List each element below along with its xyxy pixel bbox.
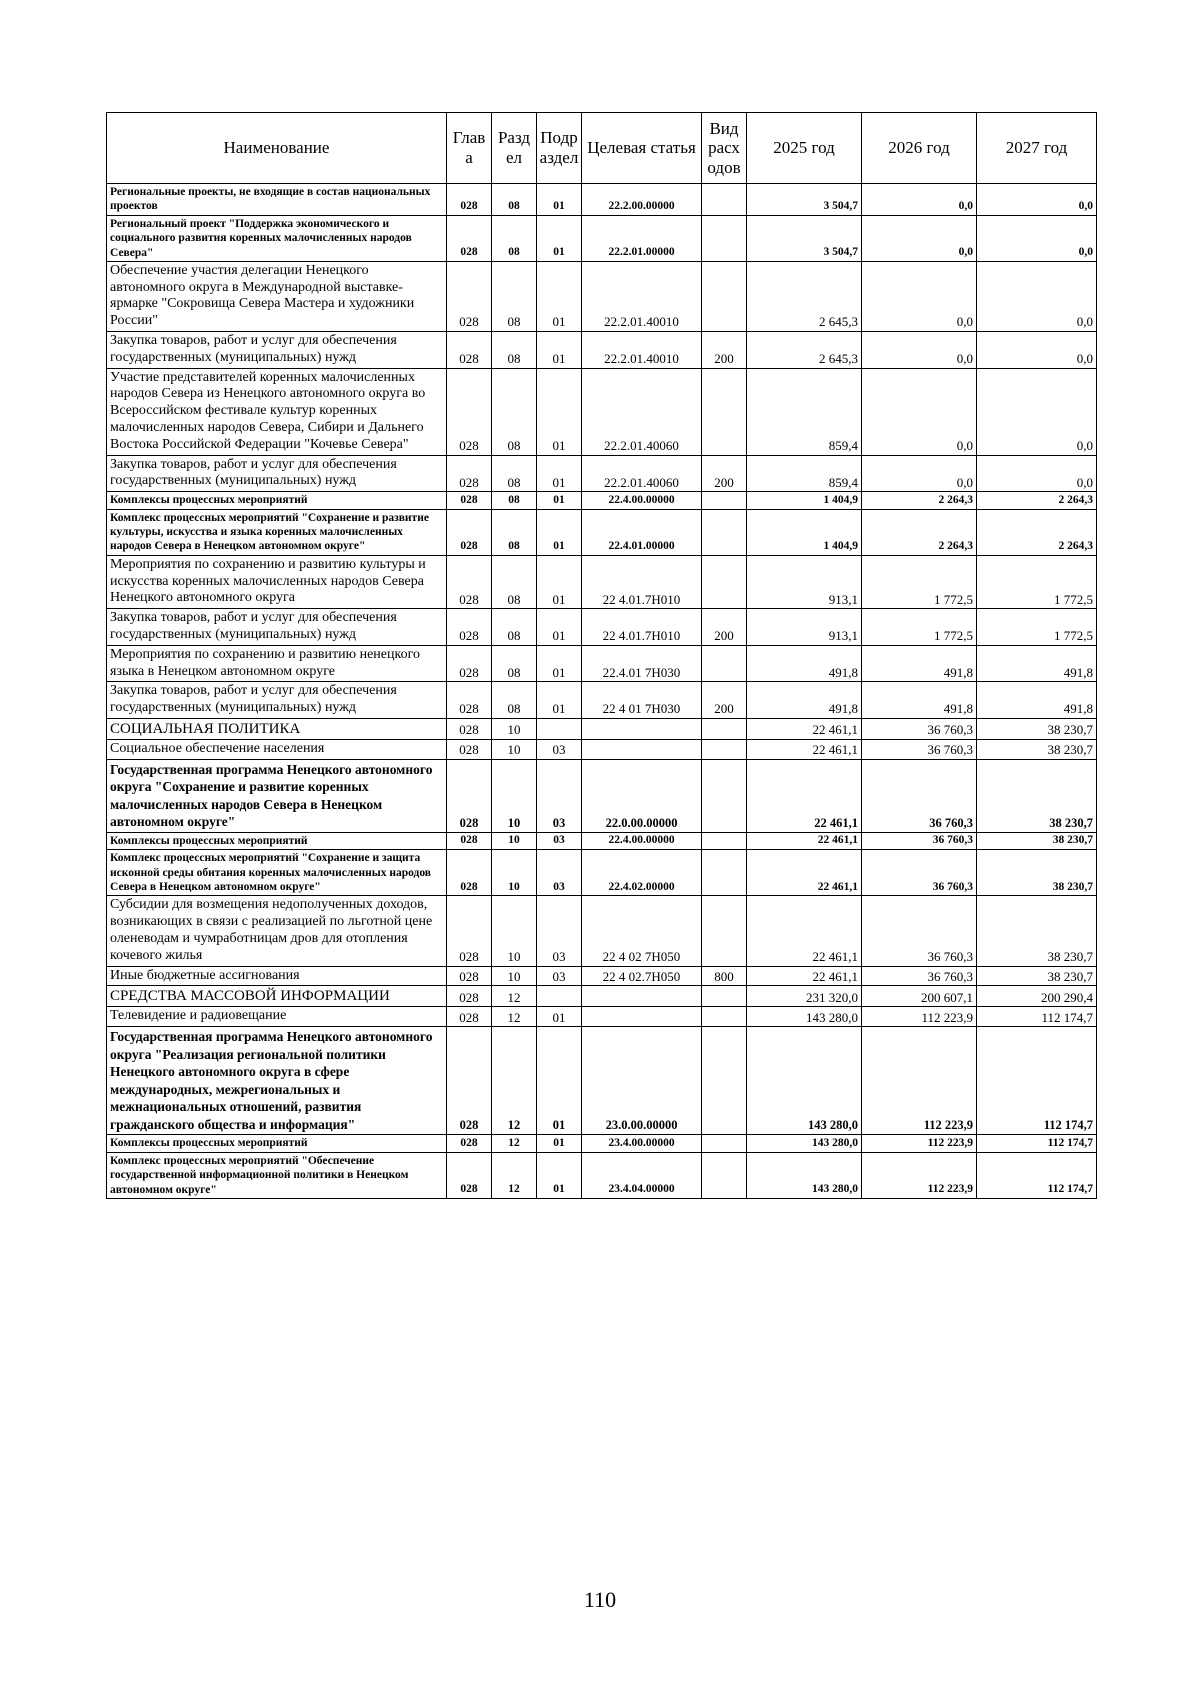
cell-target-article: 23.0.00.00000	[582, 1027, 702, 1135]
cell-expense-type: 200	[702, 682, 747, 719]
cell-razdel: 08	[492, 609, 537, 646]
header-expense-type: Вид расх одов	[702, 113, 747, 184]
cell-razdel: 08	[492, 509, 537, 555]
cell-2027: 0,0	[977, 261, 1097, 331]
table-row	[107, 492, 1097, 509]
cell-2025: 1 404,9	[747, 492, 862, 509]
cell-2025: 22 461,1	[747, 896, 862, 966]
budget-table	[106, 112, 1097, 1199]
header-2026: 2026 год	[862, 113, 977, 184]
cell-podrazdel: 01	[537, 184, 582, 216]
header-glava: Глав а	[447, 113, 492, 184]
cell-razdel: 12	[492, 1007, 537, 1027]
cell-name: Закупка товаров, работ и услуг для обеспечения государственных (муниципальных) нужд	[107, 609, 447, 646]
cell-2025: 2 645,3	[747, 332, 862, 369]
cell-2026: 0,0	[862, 215, 977, 261]
cell-razdel: 12	[492, 1027, 537, 1135]
cell-2026: 1 772,5	[862, 609, 977, 646]
cell-expense-type	[702, 1152, 747, 1198]
cell-glava: 028	[447, 896, 492, 966]
cell-target-article: 22.4.01.00000	[582, 509, 702, 555]
cell-podrazdel: 01	[537, 555, 582, 608]
table-row	[107, 215, 1097, 261]
cell-name: Закупка товаров, работ и услуг для обеспечения государственных (муниципальных) нужд	[107, 682, 447, 719]
cell-glava: 028	[447, 986, 492, 1007]
cell-name: Закупка товаров, работ и услуг для обеспечения государственных (муниципальных) нужд	[107, 455, 447, 492]
cell-2026: 0,0	[862, 261, 977, 331]
cell-expense-type	[702, 184, 747, 216]
cell-podrazdel: 03	[537, 966, 582, 986]
cell-podrazdel: 03	[537, 832, 582, 849]
cell-2025: 859,4	[747, 455, 862, 492]
cell-2025: 22 461,1	[747, 966, 862, 986]
table-row	[107, 555, 1097, 608]
header-2025: 2025 год	[747, 113, 862, 184]
cell-target-article: 22.4.02.00000	[582, 850, 702, 896]
cell-2025: 859,4	[747, 368, 862, 455]
cell-target-article: 22.4.00.00000	[582, 492, 702, 509]
cell-expense-type	[702, 832, 747, 849]
cell-expense-type	[702, 1027, 747, 1135]
cell-glava: 028	[447, 261, 492, 331]
cell-2025: 22 461,1	[747, 832, 862, 849]
cell-podrazdel	[537, 986, 582, 1007]
cell-2027: 0,0	[977, 184, 1097, 216]
cell-2027: 0,0	[977, 332, 1097, 369]
cell-2026: 112 223,9	[862, 1152, 977, 1198]
table-row	[107, 455, 1097, 492]
cell-2027: 38 230,7	[977, 966, 1097, 986]
cell-razdel: 08	[492, 184, 537, 216]
cell-podrazdel: 01	[537, 368, 582, 455]
cell-podrazdel: 01	[537, 492, 582, 509]
cell-2026: 2 264,3	[862, 492, 977, 509]
cell-name: СРЕДСТВА МАССОВОЙ ИНФОРМАЦИИ	[107, 986, 447, 1007]
cell-target-article: 22 4 01 7Н030	[582, 682, 702, 719]
cell-2027: 112 174,7	[977, 1027, 1097, 1135]
cell-podrazdel: 01	[537, 645, 582, 682]
cell-2026: 200 607,1	[862, 986, 977, 1007]
cell-expense-type	[702, 555, 747, 608]
cell-name: Региональный проект "Поддержка экономического и социального развития коренных малочисленных народов Севера"	[107, 215, 447, 261]
cell-2026: 36 760,3	[862, 966, 977, 986]
cell-2027: 38 230,7	[977, 850, 1097, 896]
cell-2027: 112 174,7	[977, 1007, 1097, 1027]
table-row	[107, 1027, 1097, 1135]
cell-2025: 1 404,9	[747, 509, 862, 555]
cell-expense-type	[702, 896, 747, 966]
cell-2027: 200 290,4	[977, 986, 1097, 1007]
table-row	[107, 368, 1097, 455]
cell-expense-type	[702, 261, 747, 331]
cell-expense-type	[702, 492, 747, 509]
cell-2025: 913,1	[747, 609, 862, 646]
cell-2027: 112 174,7	[977, 1152, 1097, 1198]
cell-glava: 028	[447, 759, 492, 832]
cell-target-article: 22 4 02.7Н050	[582, 966, 702, 986]
cell-target-article: 22 4 02 7Н050	[582, 896, 702, 966]
cell-2026: 36 760,3	[862, 832, 977, 849]
cell-2027: 112 174,7	[977, 1135, 1097, 1152]
cell-razdel: 08	[492, 215, 537, 261]
cell-razdel: 08	[492, 555, 537, 608]
cell-glava: 028	[447, 1027, 492, 1135]
cell-podrazdel: 01	[537, 455, 582, 492]
cell-2027: 1 772,5	[977, 555, 1097, 608]
cell-2025: 491,8	[747, 645, 862, 682]
table-row	[107, 645, 1097, 682]
cell-2027: 0,0	[977, 215, 1097, 261]
cell-2027: 38 230,7	[977, 718, 1097, 739]
cell-glava: 028	[447, 832, 492, 849]
cell-razdel: 10	[492, 850, 537, 896]
table-row	[107, 184, 1097, 216]
cell-2027: 0,0	[977, 368, 1097, 455]
cell-glava: 028	[447, 850, 492, 896]
cell-podrazdel: 03	[537, 896, 582, 966]
cell-name: СОЦИАЛЬНАЯ ПОЛИТИКА	[107, 718, 447, 739]
cell-target-article: 22.2.01.40060	[582, 368, 702, 455]
cell-name: Иные бюджетные ассигнования	[107, 966, 447, 986]
cell-razdel: 08	[492, 261, 537, 331]
cell-name: Комплекс процессных мероприятий "Сохранение и защита исконной среды обитания коренных малочисленных народов Севера в Ненецком автономном округе"	[107, 850, 447, 896]
cell-glava: 028	[447, 1152, 492, 1198]
cell-2027: 38 230,7	[977, 759, 1097, 832]
cell-glava: 028	[447, 332, 492, 369]
cell-expense-type: 200	[702, 609, 747, 646]
table-row	[107, 739, 1097, 759]
cell-2025: 143 280,0	[747, 1135, 862, 1152]
cell-2025: 231 320,0	[747, 986, 862, 1007]
header-podrazdel: Подр аздел	[537, 113, 582, 184]
cell-2025: 491,8	[747, 682, 862, 719]
cell-razdel: 08	[492, 455, 537, 492]
cell-target-article: 23.4.04.00000	[582, 1152, 702, 1198]
cell-target-article	[582, 718, 702, 739]
cell-name: Комплекс процессных мероприятий "Обеспечение государственной информационной политики в Ненецком автономном округе"	[107, 1152, 447, 1198]
cell-2026: 112 223,9	[862, 1135, 977, 1152]
header-razdel: Разд ел	[492, 113, 537, 184]
cell-podrazdel: 03	[537, 739, 582, 759]
cell-glava: 028	[447, 368, 492, 455]
cell-expense-type	[702, 368, 747, 455]
table-body	[107, 184, 1097, 1199]
cell-razdel: 08	[492, 682, 537, 719]
table-row	[107, 261, 1097, 331]
cell-razdel: 10	[492, 966, 537, 986]
cell-name: Социальное обеспечение населения	[107, 739, 447, 759]
cell-2025: 22 461,1	[747, 718, 862, 739]
table-row	[107, 759, 1097, 832]
cell-target-article: 22.4.01 7Н030	[582, 645, 702, 682]
cell-glava: 028	[447, 966, 492, 986]
cell-name: Комплексы процессных мероприятий	[107, 1135, 447, 1152]
cell-podrazdel: 01	[537, 509, 582, 555]
cell-2026: 112 223,9	[862, 1007, 977, 1027]
cell-name: Обеспечение участия делегации Ненецкого автономного округа в Международной выставке-ярмарке "Сокровища Севера Мастера и художники России"	[107, 261, 447, 331]
cell-2025: 22 461,1	[747, 739, 862, 759]
cell-2027: 2 264,3	[977, 492, 1097, 509]
cell-2026: 36 760,3	[862, 896, 977, 966]
cell-podrazdel	[537, 718, 582, 739]
cell-2027: 2 264,3	[977, 509, 1097, 555]
cell-expense-type	[702, 1007, 747, 1027]
cell-glava: 028	[447, 455, 492, 492]
cell-name: Мероприятия по сохранению и развитию культуры и искусства коренных малочисленных народов Севера Ненецкого автономного округа	[107, 555, 447, 608]
table-row	[107, 832, 1097, 849]
cell-glava: 028	[447, 645, 492, 682]
cell-name: Государственная программа Ненецкого автономного округа "Реализация региональной политики Ненецкого автономного округа в сфере международных, межрегиональных и межнациональных отношений, развития гражданского общества и информация"	[107, 1027, 447, 1135]
cell-razdel: 10	[492, 718, 537, 739]
cell-target-article	[582, 739, 702, 759]
header-row	[107, 113, 1097, 184]
cell-podrazdel: 01	[537, 1027, 582, 1135]
cell-glava: 028	[447, 1135, 492, 1152]
cell-podrazdel: 01	[537, 1007, 582, 1027]
cell-2026: 491,8	[862, 645, 977, 682]
cell-2025: 143 280,0	[747, 1152, 862, 1198]
cell-expense-type	[702, 850, 747, 896]
cell-2026: 36 760,3	[862, 739, 977, 759]
cell-target-article: 22.2.01.40010	[582, 332, 702, 369]
cell-2026: 0,0	[862, 184, 977, 216]
cell-2026: 1 772,5	[862, 555, 977, 608]
cell-glava: 028	[447, 1007, 492, 1027]
cell-podrazdel: 01	[537, 1135, 582, 1152]
cell-razdel: 12	[492, 986, 537, 1007]
table-row	[107, 896, 1097, 966]
cell-target-article: 22.0.00.00000	[582, 759, 702, 832]
cell-expense-type	[702, 759, 747, 832]
cell-target-article: 22 4.01.7Н010	[582, 609, 702, 646]
cell-podrazdel: 01	[537, 215, 582, 261]
cell-2025: 22 461,1	[747, 850, 862, 896]
cell-expense-type	[702, 739, 747, 759]
cell-2026: 112 223,9	[862, 1027, 977, 1135]
cell-name: Комплексы процессных мероприятий	[107, 832, 447, 849]
cell-expense-type	[702, 645, 747, 682]
cell-expense-type: 200	[702, 455, 747, 492]
cell-target-article	[582, 986, 702, 1007]
cell-2027: 38 230,7	[977, 832, 1097, 849]
cell-razdel: 12	[492, 1135, 537, 1152]
cell-2026: 36 760,3	[862, 759, 977, 832]
table-row	[107, 1135, 1097, 1152]
cell-target-article: 22.4.00.00000	[582, 832, 702, 849]
cell-2025: 143 280,0	[747, 1007, 862, 1027]
cell-expense-type: 800	[702, 966, 747, 986]
cell-podrazdel: 01	[537, 609, 582, 646]
cell-2027: 491,8	[977, 645, 1097, 682]
cell-target-article	[582, 1007, 702, 1027]
cell-2025: 22 461,1	[747, 759, 862, 832]
cell-name: Комплексы процессных мероприятий	[107, 492, 447, 509]
cell-razdel: 10	[492, 896, 537, 966]
cell-2026: 491,8	[862, 682, 977, 719]
cell-glava: 028	[447, 718, 492, 739]
cell-2026: 36 760,3	[862, 850, 977, 896]
cell-2025: 3 504,7	[747, 184, 862, 216]
cell-podrazdel: 03	[537, 850, 582, 896]
cell-name: Участие представителей коренных малочисленных народов Севера из Ненецкого автономного округа во Всероссийском фестивале культур коренных малочисленных народов Севера, Сибири и Дальнего Востока Российской Федерации "Кочевье Севера"	[107, 368, 447, 455]
table-row	[107, 718, 1097, 739]
table-row	[107, 1152, 1097, 1198]
cell-razdel: 12	[492, 1152, 537, 1198]
table-row	[107, 682, 1097, 719]
cell-2025: 913,1	[747, 555, 862, 608]
cell-2027: 491,8	[977, 682, 1097, 719]
page-number: 110	[583, 1587, 617, 1612]
table-row	[107, 986, 1097, 1007]
table-row	[107, 966, 1097, 986]
table-row	[107, 1007, 1097, 1027]
cell-name: Мероприятия по сохранению и развитию ненецкого языка в Ненецком автономном округе	[107, 645, 447, 682]
cell-glava: 028	[447, 682, 492, 719]
cell-expense-type	[702, 215, 747, 261]
cell-podrazdel: 03	[537, 759, 582, 832]
cell-glava: 028	[447, 509, 492, 555]
cell-podrazdel: 01	[537, 1152, 582, 1198]
cell-2026: 0,0	[862, 455, 977, 492]
cell-2026: 0,0	[862, 368, 977, 455]
cell-podrazdel: 01	[537, 332, 582, 369]
cell-expense-type	[702, 986, 747, 1007]
cell-razdel: 08	[492, 492, 537, 509]
cell-expense-type: 200	[702, 332, 747, 369]
cell-name: Телевидение и радиовещание	[107, 1007, 447, 1027]
cell-razdel: 08	[492, 645, 537, 682]
cell-2025: 143 280,0	[747, 1027, 862, 1135]
cell-target-article: 22.2.01.40060	[582, 455, 702, 492]
cell-razdel: 10	[492, 739, 537, 759]
cell-razdel: 08	[492, 332, 537, 369]
cell-2025: 3 504,7	[747, 215, 862, 261]
cell-target-article: 23.4.00.00000	[582, 1135, 702, 1152]
cell-2027: 1 772,5	[977, 609, 1097, 646]
cell-2026: 36 760,3	[862, 718, 977, 739]
cell-razdel: 10	[492, 759, 537, 832]
cell-target-article: 22.2.01.00000	[582, 215, 702, 261]
cell-name: Региональные проекты, не входящие в состав национальных проектов	[107, 184, 447, 216]
cell-razdel: 10	[492, 832, 537, 849]
cell-2026: 2 264,3	[862, 509, 977, 555]
cell-glava: 028	[447, 184, 492, 216]
cell-glava: 028	[447, 492, 492, 509]
cell-target-article: 22.2.01.40010	[582, 261, 702, 331]
cell-glava: 028	[447, 609, 492, 646]
cell-name: Закупка товаров, работ и услуг для обеспечения государственных (муниципальных) нужд	[107, 332, 447, 369]
table-row	[107, 509, 1097, 555]
cell-2027: 38 230,7	[977, 896, 1097, 966]
table-row	[107, 850, 1097, 896]
header-target-article: Целевая статья	[582, 113, 702, 184]
cell-2026: 0,0	[862, 332, 977, 369]
cell-2025: 2 645,3	[747, 261, 862, 331]
cell-glava: 028	[447, 739, 492, 759]
cell-target-article: 22 4.01.7Н010	[582, 555, 702, 608]
cell-target-article: 22.2.00.00000	[582, 184, 702, 216]
cell-expense-type	[702, 509, 747, 555]
cell-glava: 028	[447, 555, 492, 608]
cell-podrazdel: 01	[537, 682, 582, 719]
cell-expense-type	[702, 718, 747, 739]
cell-razdel: 08	[492, 368, 537, 455]
header-name: Наименование	[107, 113, 447, 184]
cell-name: Комплекс процессных мероприятий "Сохранение и развитие культуры, искусства и языка коренных малочисленных народов Севера в Ненецком автономном округе"	[107, 509, 447, 555]
table-row	[107, 609, 1097, 646]
header-2027: 2027 год	[977, 113, 1097, 184]
table-row	[107, 332, 1097, 369]
cell-podrazdel: 01	[537, 261, 582, 331]
cell-2027: 0,0	[977, 455, 1097, 492]
cell-name: Государственная программа Ненецкого автономного округа "Сохранение и развитие коренных малочисленных народов Севера в Ненецком автономном округе"	[107, 759, 447, 832]
cell-name: Субсидии для возмещения недополученных доходов, возникающих в связи с реализацией по льготной цене оленеводам и чумработницам дров для отопления кочевого жилья	[107, 896, 447, 966]
cell-expense-type	[702, 1135, 747, 1152]
cell-glava: 028	[447, 215, 492, 261]
cell-2027: 38 230,7	[977, 739, 1097, 759]
